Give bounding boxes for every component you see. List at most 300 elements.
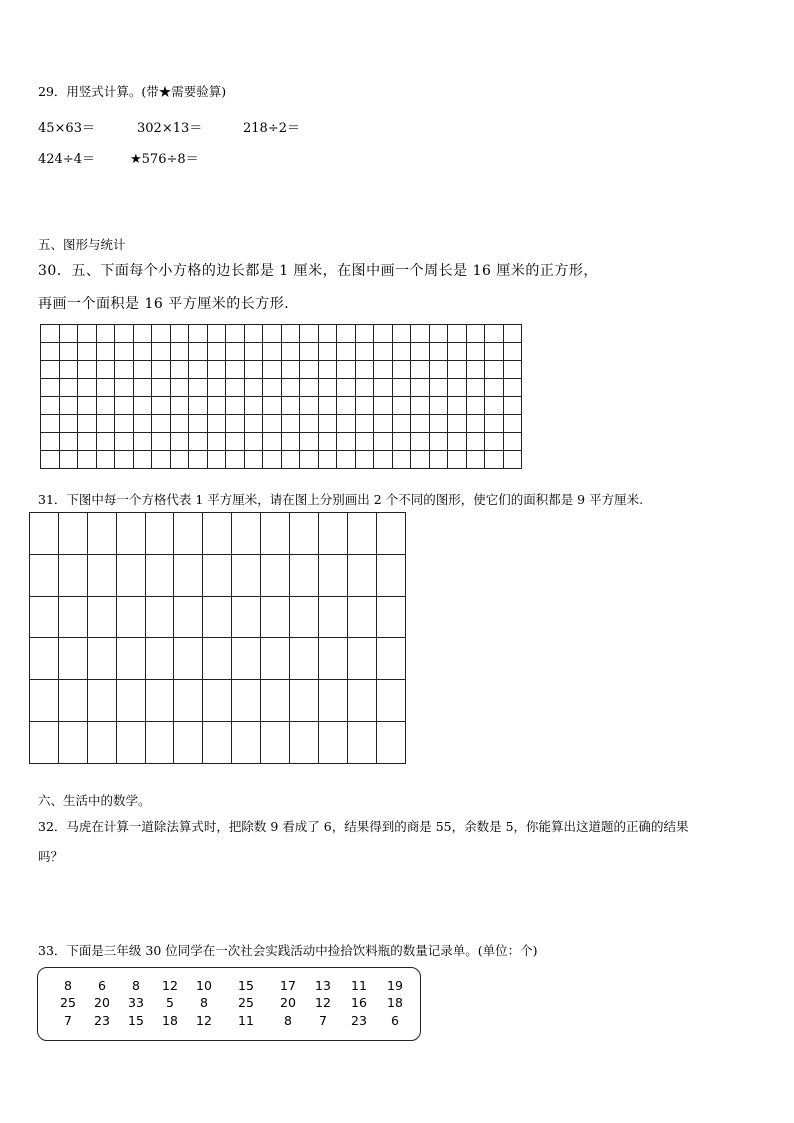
q30-grid-cell[interactable] [374,451,393,469]
q30-grid-cell[interactable] [207,415,226,433]
q30-grid-cell[interactable] [59,361,78,379]
q30-grid-cell[interactable] [152,361,171,379]
q30-grid-cell[interactable] [448,397,467,415]
q30-grid-cell[interactable] [207,433,226,451]
q30-grid-cell[interactable] [503,379,522,397]
q30-grid-cell[interactable] [300,325,319,343]
q30-grid-cell[interactable] [133,451,152,469]
q30-grid-cell[interactable] [355,361,374,379]
q30-grid-cell[interactable] [78,415,97,433]
q30-grid-cell[interactable] [300,343,319,361]
q30-grid-cell[interactable] [226,433,245,451]
record-value: 12 [196,1013,212,1028]
q30-grid-cell[interactable] [133,361,152,379]
q30-grid-cell[interactable] [244,397,263,415]
q30-grid-cell[interactable] [337,451,356,469]
q30-grid-cell[interactable] [226,451,245,469]
q31-grid-cell[interactable] [261,680,290,722]
q30-grid-cell[interactable] [411,451,430,469]
q30-grid-cell[interactable] [96,379,115,397]
q30-grid-cell[interactable] [374,379,393,397]
q30-grid-cell[interactable] [189,433,208,451]
q30-grid-cell[interactable] [78,343,97,361]
q31-grid-cell[interactable] [87,680,116,722]
q30-grid-cell[interactable] [300,397,319,415]
q30-grid-cell[interactable] [96,415,115,433]
q31-grid-cell[interactable] [116,721,145,763]
q30-grid-cell[interactable] [318,343,337,361]
q30-grid-cell[interactable] [466,343,485,361]
q30-grid-cell[interactable] [115,325,134,343]
q30-grid-cell[interactable] [355,451,374,469]
q30-grid-cell[interactable] [96,397,115,415]
q31-grid-cell[interactable] [145,554,174,596]
q31-grid-cell[interactable] [203,638,232,680]
q30-grid-cell[interactable] [355,415,374,433]
q30-grid-cell[interactable] [263,451,282,469]
q30-grid-cell[interactable] [59,451,78,469]
q30-grid-cell[interactable] [226,361,245,379]
q31-grid-cell[interactable] [232,513,261,555]
q30-grid-cell[interactable] [392,343,411,361]
q30-grid-cell[interactable] [96,361,115,379]
q30-grid-cell[interactable] [244,325,263,343]
q31-grid-cell[interactable] [87,721,116,763]
q31-grid-cell[interactable] [116,513,145,555]
q30-grid-cell[interactable] [244,343,263,361]
q30-grid-cell[interactable] [485,451,504,469]
q31-grid-cell[interactable] [318,638,347,680]
q30-grid-cell[interactable] [466,397,485,415]
q31-grid-cell[interactable] [347,513,376,555]
q30-grid-cell[interactable] [189,361,208,379]
q30-grid-cell[interactable] [207,397,226,415]
q30-grid-cell[interactable] [207,379,226,397]
q30-grid-cell[interactable] [115,397,134,415]
q31-grid-cell[interactable] [376,596,405,638]
q30-grid-cell[interactable] [152,397,171,415]
q30-grid-cell[interactable] [189,397,208,415]
q30-grid-cell[interactable] [59,415,78,433]
q30-grid-cell[interactable] [411,433,430,451]
q31-grid-cell[interactable] [174,554,203,596]
q30-grid-cell[interactable] [374,361,393,379]
q30-grid-cell[interactable] [392,415,411,433]
q30-grid-cell[interactable] [189,325,208,343]
q30-grid-cell[interactable] [411,361,430,379]
q31-grid-cell[interactable] [232,721,261,763]
q30-grid-cell[interactable] [226,343,245,361]
q31-grid-cell[interactable] [30,554,59,596]
q30-grid-cell[interactable] [503,325,522,343]
q31-grid-cell[interactable] [261,721,290,763]
q30-grid-cell[interactable] [133,343,152,361]
q30-grid-cell[interactable] [411,325,430,343]
q29-expr-5: ★576÷8＝ [130,152,199,167]
q31-grid-cell[interactable] [232,596,261,638]
q30-grid-cell[interactable] [170,325,189,343]
q30-grid-cell[interactable] [355,397,374,415]
q30-grid-cell[interactable] [41,361,60,379]
q30-grid-cell[interactable] [355,379,374,397]
q31-grid-cell[interactable] [261,638,290,680]
q30-grid-cell[interactable] [392,397,411,415]
q30-grid-cell[interactable] [133,379,152,397]
q30-grid-cell[interactable] [170,415,189,433]
q30-grid-cell[interactable] [392,379,411,397]
q30-grid-cell[interactable] [337,433,356,451]
q31-grid-cell[interactable] [318,721,347,763]
q30-line1: 30．五、下面每个小方格的边长都是 1 厘米，在图中画一个周长是 16 厘米的正方形， [38,263,598,279]
q30-grid-cell[interactable] [263,379,282,397]
q31-grid-cell[interactable] [87,638,116,680]
q30-grid-cell[interactable] [41,397,60,415]
q30-grid-cell[interactable] [318,325,337,343]
q31-grid-cell[interactable] [116,680,145,722]
q30-grid-cell[interactable] [448,325,467,343]
q31-grid-cell[interactable] [30,721,59,763]
q30-grid-cell[interactable] [374,397,393,415]
q31-grid-cell[interactable] [174,513,203,555]
q30-grid-cell[interactable] [78,379,97,397]
q30-grid-cell[interactable] [115,451,134,469]
q31-grid-cell[interactable] [261,513,290,555]
q30-grid-cell[interactable] [96,433,115,451]
q30-grid-cell[interactable] [503,451,522,469]
q31-grid-cell[interactable] [290,638,319,680]
q31-grid-cell[interactable] [30,513,59,555]
record-value: 23 [351,1013,367,1028]
q31-grid-cell[interactable] [232,638,261,680]
q31-grid-cell[interactable] [232,554,261,596]
record-value: 17 [280,978,296,993]
q30-grid-cell[interactable] [411,379,430,397]
q30-grid-cell[interactable] [115,343,134,361]
q30-grid-cell[interactable] [503,343,522,361]
q31-grid-cell[interactable] [58,554,87,596]
q30-grid-cell[interactable] [429,379,448,397]
record-value: 7 [319,1013,327,1028]
q30-grid-cell[interactable] [485,379,504,397]
q30-grid-cell[interactable] [485,343,504,361]
q31-grid-cell[interactable] [203,513,232,555]
q31-grid-cell[interactable] [116,596,145,638]
q30-grid-cell[interactable] [411,343,430,361]
q30-grid-cell[interactable] [96,343,115,361]
q30-grid-cell[interactable] [503,397,522,415]
q30-grid-cell[interactable] [485,361,504,379]
record-value: 15 [238,978,254,993]
q30-grid-cell[interactable] [226,415,245,433]
q31-grid-cell[interactable] [376,513,405,555]
q31-grid-cell[interactable] [203,721,232,763]
q30-grid-cell[interactable] [133,397,152,415]
q30-grid-cell[interactable] [485,415,504,433]
q30-grid-cell[interactable] [374,433,393,451]
record-value: 12 [315,995,331,1010]
q30-grid-cell[interactable] [355,325,374,343]
q30-grid-cell[interactable] [300,415,319,433]
q30-grid-cell[interactable] [318,451,337,469]
q30-grid-cell[interactable] [448,343,467,361]
q30-grid-cell[interactable] [503,361,522,379]
q30-grid-cell[interactable] [41,451,60,469]
q30-grid-cell[interactable] [300,433,319,451]
q30-grid-cell[interactable] [115,415,134,433]
q31-grid-cell[interactable] [318,554,347,596]
q31-grid-cell[interactable] [232,680,261,722]
q30-grid-cell[interactable] [207,361,226,379]
q30-grid-cell[interactable] [207,343,226,361]
q31-grid-cell[interactable] [203,680,232,722]
q31-grid-cell[interactable] [290,680,319,722]
q31-grid-cell[interactable] [174,721,203,763]
q30-grid-cell[interactable] [152,415,171,433]
q31-grid-cell[interactable] [203,554,232,596]
q30-grid-cell[interactable] [429,343,448,361]
q30-grid-cell[interactable] [96,325,115,343]
q30-grid-cell[interactable] [207,451,226,469]
q30-grid-cell[interactable] [337,397,356,415]
q30-grid-cell[interactable] [59,433,78,451]
record-value: 7 [64,1013,72,1028]
q31-grid-cell[interactable] [318,596,347,638]
q31-grid-cell[interactable] [174,638,203,680]
q30-grid-cell[interactable] [152,433,171,451]
q30-grid-cell[interactable] [318,415,337,433]
q30-grid-cell[interactable] [466,361,485,379]
q30-grid-cell[interactable] [263,325,282,343]
q30-grid-cell[interactable] [448,415,467,433]
q30-grid-cell[interactable] [281,361,300,379]
q31-grid-cell[interactable] [30,596,59,638]
q30-grid-cell[interactable] [263,433,282,451]
q30-grid-cell[interactable] [244,415,263,433]
q30-grid-cell[interactable] [374,415,393,433]
q31-grid-cell[interactable] [376,554,405,596]
q30-grid-cell[interactable] [392,361,411,379]
q30-grid-cell[interactable] [300,379,319,397]
q30-grid-cell[interactable] [355,343,374,361]
q30-grid-cell[interactable] [152,325,171,343]
q30-grid-cell[interactable] [485,433,504,451]
q31-grid-cell[interactable] [116,554,145,596]
q30-grid-cell[interactable] [448,433,467,451]
q30-grid-cell[interactable] [78,325,97,343]
q30-grid-cell[interactable] [41,379,60,397]
q30-grid-cell[interactable] [485,325,504,343]
q30-grid-cell[interactable] [318,379,337,397]
q30-grid-cell[interactable] [429,433,448,451]
q30-grid-cell[interactable] [337,379,356,397]
q30-grid-cell[interactable] [448,379,467,397]
q30-grid-cell[interactable] [337,325,356,343]
q30-grid-cell[interactable] [41,415,60,433]
q31-grid-cell[interactable] [347,554,376,596]
q31-grid-cell[interactable] [290,513,319,555]
q30-grid-cell[interactable] [152,343,171,361]
q30-grid-cell[interactable] [226,325,245,343]
q30-grid-cell[interactable] [281,433,300,451]
q30-grid-cell[interactable] [318,361,337,379]
q30-grid-cell[interactable] [133,433,152,451]
q30-grid-cell[interactable] [170,379,189,397]
q31-grid-cell[interactable] [203,596,232,638]
q31-grid-cell[interactable] [30,680,59,722]
q31-grid-cell[interactable] [145,721,174,763]
q31-grid-cell[interactable] [58,596,87,638]
q31-grid-cell[interactable] [174,596,203,638]
q30-grid-cell[interactable] [133,325,152,343]
q31-grid-cell[interactable] [58,721,87,763]
q30-grid-cell[interactable] [318,397,337,415]
q30-grid-cell[interactable] [78,361,97,379]
q30-grid-cell[interactable] [244,361,263,379]
q30-grid-cell[interactable] [115,361,134,379]
q30-grid-cell[interactable] [263,397,282,415]
q31-grid-cell[interactable] [145,638,174,680]
q30-grid-cell[interactable] [59,379,78,397]
q30-grid-cell[interactable] [189,451,208,469]
q31-grid-cell[interactable] [290,721,319,763]
q30-grid-cell[interactable] [152,451,171,469]
q30-grid-cell[interactable] [466,433,485,451]
q31-grid-cell[interactable] [261,596,290,638]
q31-grid-cell[interactable] [145,513,174,555]
q30-grid-cell[interactable] [59,325,78,343]
q30-grid-cell[interactable] [466,451,485,469]
q31-grid-cell[interactable] [318,513,347,555]
q30-grid-cell[interactable] [115,433,134,451]
q31-grid-cell[interactable] [347,638,376,680]
q30-grid-cell[interactable] [115,379,134,397]
q30-grid-cell[interactable] [189,379,208,397]
q30-grid-cell[interactable] [170,343,189,361]
q30-grid-cell[interactable] [466,415,485,433]
q31-grid-cell[interactable] [376,680,405,722]
q30-grid-cell[interactable] [189,415,208,433]
q30-grid-cell[interactable] [281,325,300,343]
q30-grid-cell[interactable] [448,451,467,469]
q30-grid-cell[interactable] [170,397,189,415]
q30-grid-cell[interactable] [466,325,485,343]
q30-grid-cell[interactable] [59,343,78,361]
q31-grid-cell[interactable] [116,638,145,680]
q30-grid-cell[interactable] [244,433,263,451]
q30-grid-cell[interactable] [429,451,448,469]
q30-grid-cell[interactable] [244,379,263,397]
q31-grid-cell[interactable] [58,513,87,555]
record-value: 19 [387,978,403,993]
q31-grid-cell[interactable] [290,554,319,596]
q30-grid-cell[interactable] [281,397,300,415]
q31-grid-cell[interactable] [145,596,174,638]
q31-grid-cell[interactable] [87,596,116,638]
q30-grid-cell[interactable] [41,343,60,361]
q31-grid-cell[interactable] [58,638,87,680]
q30-grid-cell[interactable] [226,397,245,415]
q30-grid-cell[interactable] [281,379,300,397]
q30-grid-cell[interactable] [263,415,282,433]
q30-grid-cell[interactable] [466,379,485,397]
q30-grid-cell[interactable] [392,325,411,343]
q30-grid-cell[interactable] [337,415,356,433]
q31-grid-cell[interactable] [261,554,290,596]
q31-grid-cell[interactable] [347,596,376,638]
q30-grid-cell[interactable] [244,451,263,469]
q30-grid-cell[interactable] [503,433,522,451]
q30-grid-cell[interactable] [263,343,282,361]
q31-grid-cell[interactable] [347,680,376,722]
q30-grid-cell[interactable] [429,415,448,433]
q31-grid-cell[interactable] [347,721,376,763]
q30-grid-cell[interactable] [429,361,448,379]
q30-grid-cell[interactable] [429,397,448,415]
q31-grid-cell[interactable] [376,721,405,763]
q30-grid[interactable] [40,324,522,469]
q30-grid-cell[interactable] [263,361,282,379]
record-value: 6 [391,1013,399,1028]
q30-grid-cell[interactable] [281,343,300,361]
q30-grid-cell[interactable] [374,325,393,343]
q30-grid-cell[interactable] [300,451,319,469]
q30-grid-cell[interactable] [96,451,115,469]
q30-grid-cell[interactable] [78,433,97,451]
q30-grid-cell[interactable] [392,433,411,451]
q31-grid[interactable] [29,512,406,764]
q30-grid-cell[interactable] [355,433,374,451]
q30-grid-cell[interactable] [133,415,152,433]
q30-grid-cell[interactable] [41,325,60,343]
q30-grid-cell[interactable] [189,343,208,361]
q30-grid-cell[interactable] [411,397,430,415]
q30-grid-cell[interactable] [337,343,356,361]
q30-grid-cell[interactable] [411,415,430,433]
q30-grid-cell[interactable] [281,415,300,433]
q30-grid-cell[interactable] [226,379,245,397]
q30-grid-cell[interactable] [485,397,504,415]
q30-grid-cell[interactable] [392,451,411,469]
q31-grid-cell[interactable] [87,554,116,596]
q30-grid-cell[interactable] [318,433,337,451]
q30-grid-cell[interactable] [78,451,97,469]
q31-grid-cell[interactable] [318,680,347,722]
q30-grid-cell[interactable] [170,433,189,451]
q30-grid-cell[interactable] [78,397,97,415]
q31-grid-cell[interactable] [30,638,59,680]
q30-grid-cell[interactable] [170,361,189,379]
q31-grid-cell[interactable] [376,638,405,680]
q30-grid-cell[interactable] [170,451,189,469]
q30-grid-cell[interactable] [448,361,467,379]
q31-grid-cell[interactable] [145,680,174,722]
q30-grid-cell[interactable] [41,433,60,451]
record-value: 20 [280,995,296,1010]
q31-grid-cell[interactable] [174,680,203,722]
q30-grid-cell[interactable] [300,361,319,379]
q30-grid-cell[interactable] [374,343,393,361]
q30-grid-cell[interactable] [429,325,448,343]
q30-grid-cell[interactable] [503,415,522,433]
q30-grid-cell[interactable] [337,361,356,379]
q30-grid-cell[interactable] [281,451,300,469]
q30-grid-cell[interactable] [152,379,171,397]
q31-grid-cell[interactable] [290,596,319,638]
q31-grid-cell[interactable] [58,680,87,722]
q30-grid-cell[interactable] [207,325,226,343]
q30-grid-cell[interactable] [59,397,78,415]
q31-grid-cell[interactable] [87,513,116,555]
